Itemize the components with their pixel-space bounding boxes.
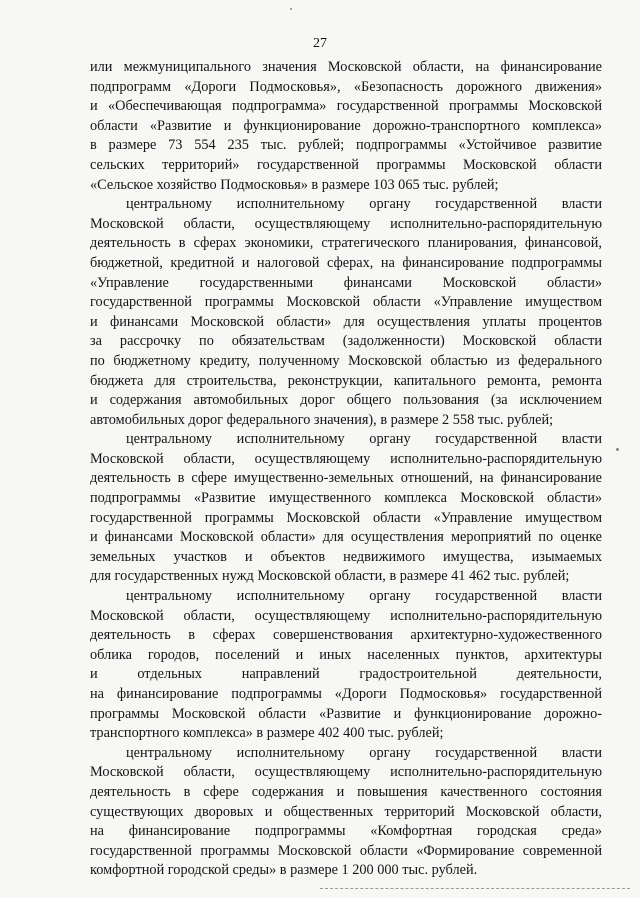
scan-speck [290,8,292,10]
text-line: области «Развитие и функционирование дорожно-транспортного комплекса» [90,117,602,134]
text-line: центральному исполнительному органу государственной власти [126,744,602,761]
text-line: транспортного комплекса» в размере 402 400 тыс. рублей; [90,725,444,742]
text-line: существующих дворовых и общественных территорий Московской области, [90,803,602,820]
text-line: Московской области, осуществляющему исполнительно-распорядительную [90,764,602,781]
text-line: Московской области, осуществляющему исполнительно-распорядительную [90,450,602,467]
text-line: государственной программы Московской области «Управление имуществом [90,294,602,311]
text-line: и отдельных направлений градостроительной деятельности, [90,666,602,683]
text-line: программы Московской области «Развитие и функционирование дорожно- [90,705,602,722]
text-line: для государственных нужд Московской области, в размере 41 462 тыс. рублей; [90,568,570,585]
text-line: «Управление государственными финансами Московской области» [90,274,602,291]
text-line: автомобильных дорог федерального значения), в размере 2 558 тыс. рублей; [90,411,554,428]
text-line: деятельность в сфере имущественно-земельных отношений, на финансирование [90,470,602,487]
text-line: Московской области, осуществляющему исполнительно-распорядительную [90,607,602,624]
text-line: государственной программы Московской области «Формирование современной [90,842,602,859]
text-line: сельских территорий» государственной программы Московской области [90,156,602,173]
text-line: деятельность в сферах экономики, стратегического планирования, финансовой, [90,235,602,252]
text-line: и финансами Московской области» для осуществления мероприятий по оценке [90,529,602,546]
paragraph [90,195,602,430]
text-line: подпрограмм «Дороги Подмосковья», «Безопасность дорожного движения» [90,78,602,95]
text-line: и финансами Московской области» для осуществления уплаты процентов [90,313,602,330]
text-line: на финансирование подпрограммы «Комфортная городская среда» [90,823,602,840]
text-line: земельных участков и объектов недвижимого имущества, изымаемых [90,548,602,565]
text-line: и содержания автомобильных дорог общего пользования (за исключением [90,392,602,409]
text-line: подпрограммы «Развитие имущественного комплекса Московской области» [90,490,602,507]
text-line: или межмуниципального значения Московской области, на финансирование [90,59,602,75]
text-line: облика городов, поселений и иных населенных пунктов, архитектуры [90,646,602,663]
paragraph [90,58,602,195]
text-line: бюджетной, кредитной и налоговой сферах, на финансирование подпрограммы [90,254,602,271]
paragraph [90,430,602,587]
page-number: 27 [313,36,327,51]
text-line: бюджета для строительства, реконструкции, капитального ремонта, ремонта [90,372,602,389]
text-line: за рассрочку по обязательствам (задолженности) Московской области [90,333,602,350]
scan-speck [616,448,619,451]
text-line: деятельность в сферах совершенствования архитектурно-художественного [90,627,602,644]
text-line: центральному исполнительному органу государственной власти [126,431,602,448]
text-line: центральному исполнительному органу государственной власти [126,196,602,213]
text-line: на финансирование подпрограммы «Дороги Подмосковья» государственной [90,686,602,702]
document-body [90,58,602,881]
text-line: деятельность в сфере содержания и повышения качественного состояния [90,783,602,800]
text-line: в размере 73 554 235 тыс. рублей; подпрограммы «Устойчивое развитие [90,137,602,154]
paragraph [90,744,602,881]
bottom-scan-rule [320,888,630,889]
text-line: государственной программы Московской области «Управление имуществом [90,509,602,526]
text-line: центральному исполнительному органу государственной власти [126,588,602,605]
text-line: «Сельское хозяйство Подмосковья» в размере 103 065 тыс. рублей; [90,176,499,193]
text-line: Московской области, осуществляющему исполнительно-распорядительную [90,215,602,232]
text-line: по бюджетному кредиту, полученному Московской областью из федерального [90,352,602,369]
text-line: и «Обеспечивающая подпрограмма» государственной программы Московской [90,98,602,115]
paragraph [90,587,602,744]
text-line: комфортной городской среды» в размере 1 200 000 тыс. рублей. [90,862,478,879]
